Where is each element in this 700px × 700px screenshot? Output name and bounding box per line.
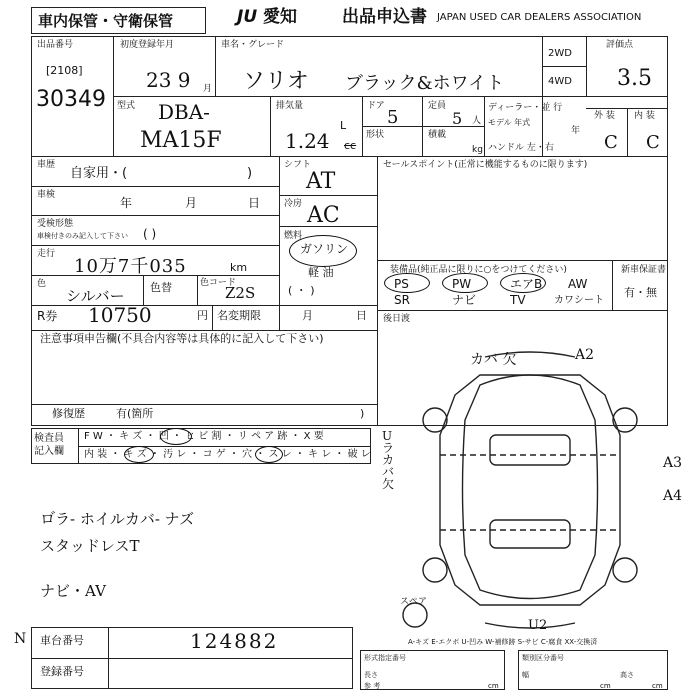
type-value-2: MA15F	[140, 128, 222, 153]
exterior-label: 外 装	[594, 111, 615, 121]
drive-4wd: 4WD	[548, 76, 572, 87]
month-unit: 月	[203, 84, 213, 94]
storage-tag: 車内保管・守衛保管	[38, 12, 174, 30]
divider	[113, 96, 668, 97]
repair-label: 修復歴	[52, 407, 85, 420]
damage-note-bottom: U2	[528, 618, 548, 633]
equipment-item: SR	[394, 293, 410, 307]
color-change-label: 色替	[150, 281, 172, 294]
color-label: 色	[37, 279, 47, 289]
chassis-value: 124882	[190, 629, 279, 653]
displacement-value: 1.24	[285, 129, 330, 153]
wheel-icon	[613, 408, 637, 432]
shift-label: シフト	[284, 160, 312, 170]
displacement-unit-l: L	[340, 119, 347, 132]
equipment-item: PS	[394, 277, 409, 291]
form-title: 出品申込書	[342, 7, 427, 27]
equipment-item: PW	[452, 277, 472, 291]
doors-label: ドア	[367, 101, 385, 111]
divider	[31, 186, 279, 187]
divider	[143, 275, 144, 305]
shape-label: 形状	[366, 130, 385, 140]
color-code-value: Z2S	[225, 284, 256, 302]
equipment-circle	[442, 273, 488, 293]
mark-circle	[160, 428, 192, 445]
divider	[362, 126, 484, 127]
car-diagram	[395, 345, 665, 635]
inspection-month: 月	[185, 196, 198, 210]
equipment-circle	[384, 273, 430, 293]
lot-label: 出品番号	[37, 40, 74, 50]
mileage-unit: km	[230, 261, 248, 274]
equipment-label: 装備品(純正品に限りに○をつけてください)	[390, 265, 567, 275]
damage-note-left: Uラ カバ 欠	[382, 429, 395, 491]
divider	[542, 66, 586, 67]
doors-value: 5	[387, 107, 399, 128]
car-roof-outline	[463, 375, 598, 599]
cm-unit: cm	[652, 682, 663, 690]
drive-2wd: 2WD	[548, 48, 572, 59]
capacity-value: 5	[452, 109, 463, 128]
rear-window	[490, 520, 570, 548]
damage-note-top-left: カバ 欠	[470, 352, 517, 368]
spare-label: スペア	[400, 597, 428, 607]
ju-logo: JU	[237, 7, 258, 27]
score-label: 評価点	[606, 40, 634, 50]
divider	[212, 305, 213, 330]
inspection-label: 車検	[37, 190, 56, 200]
load-label: 積載	[428, 130, 447, 140]
mileage-value: 10万7千035	[74, 256, 187, 277]
handle-label: ハンドル 左・右	[488, 143, 554, 153]
fuel-label: 燃料	[284, 231, 303, 241]
divider	[31, 330, 377, 331]
fuel-diesel: 軽 油	[308, 266, 334, 279]
damage-legend: A-キズ E-エクボ U-凹み W-補修跡 S-サビ C-腐食 XX-交換済	[408, 638, 598, 646]
divider	[31, 245, 279, 246]
storage-tag-box	[31, 7, 206, 34]
corner-mark: N	[14, 631, 27, 647]
name-change-day: 日	[356, 309, 367, 322]
handwritten-note-2: スタッドレスT	[40, 537, 140, 555]
divider	[31, 404, 377, 405]
association-name: JAPAN USED CAR DEALERS ASSOCIATION	[437, 12, 642, 23]
ac-value: AC	[307, 203, 340, 228]
fuel-paren: ( ・ )	[288, 284, 315, 297]
equipment-item: AW	[568, 277, 588, 291]
capacity-unit: 人	[472, 116, 482, 126]
fuel-gas: ガソリン	[300, 242, 349, 256]
windshield	[490, 435, 570, 465]
divider	[586, 108, 668, 109]
equipment-item: ナビ	[452, 293, 477, 307]
load-unit: kg	[472, 145, 483, 155]
inspection-year: 年	[120, 196, 133, 210]
model-label: 車名・グレード	[221, 40, 285, 50]
dealer-label: ディーラー・並 行	[488, 103, 563, 113]
ac-label: 冷房	[284, 199, 303, 209]
history-value: 自家用・(	[70, 166, 128, 181]
mark-circle	[255, 446, 283, 463]
model-name: ソリオ	[243, 69, 309, 94]
divider	[197, 275, 198, 305]
divider	[31, 215, 279, 216]
equipment-item: カワシート	[554, 295, 604, 306]
ref-label: 参 考	[364, 682, 381, 690]
equipment-grid	[380, 276, 610, 309]
model-year-label: モデル 年式	[488, 118, 531, 127]
length-label: 長さ	[364, 671, 378, 679]
exterior-grade: C	[604, 132, 618, 153]
recycle-paren: ( )	[143, 227, 157, 241]
displacement-unit-cc: cc	[344, 139, 357, 152]
first-reg-value: 23 9	[146, 68, 191, 92]
car-hood	[440, 375, 620, 605]
cm-unit: cm	[488, 682, 499, 690]
divider	[484, 96, 485, 156]
equipment-item: エアB	[510, 277, 543, 291]
name-change-label: 名変期限	[217, 309, 261, 322]
warranty-label: 新車保証書	[621, 265, 667, 275]
divider	[627, 108, 628, 156]
year-unit: 年	[571, 126, 581, 136]
recycle-sub: 車検付きのみ記入して下さい	[37, 232, 128, 240]
divider	[31, 658, 353, 659]
mileage-label: 走行	[37, 249, 56, 259]
r-ticket-unit: 円	[197, 309, 208, 322]
caution-label: 注意事項申告欄(不具合内容等は具体的に記入して下さい)	[40, 332, 324, 345]
shift-value: AT	[306, 169, 336, 194]
first-reg-label: 初度登録年月	[120, 40, 175, 50]
grade-name: ブラック&ホワイト	[345, 73, 505, 94]
lot-number: 30349	[36, 87, 106, 112]
damage-note-right-1: A3	[663, 455, 683, 471]
wheel-icon	[423, 558, 447, 582]
type-value-1: DBA-	[158, 100, 210, 124]
divider	[78, 446, 371, 447]
height-label: 高さ	[620, 671, 634, 679]
capacity-label: 定員	[428, 101, 447, 111]
repair-value: 有(箇所	[116, 407, 154, 420]
sales-points-label: セールスポイント(正常に機能するものに限ります)	[383, 160, 588, 170]
interior-label: 内 装	[634, 111, 655, 121]
width-label: 幅	[522, 671, 529, 679]
form-type-label-1: 形式指定番号	[364, 654, 406, 662]
divider	[377, 156, 378, 426]
recycle-label: 受検形態	[37, 219, 74, 229]
inspector-row-2: 内 装 ・ キ ズ ・ 汚 レ ・ コ ゲ ・ 穴 ・ ス レ ・ キ レ ・ 破 レ	[84, 449, 371, 460]
divider	[279, 156, 280, 330]
divider	[377, 310, 668, 311]
divider	[31, 156, 668, 157]
lot-sub: [2108]	[46, 64, 83, 77]
repair-close: )	[360, 407, 365, 420]
equipment-item: TV	[510, 293, 526, 307]
divider	[279, 195, 377, 196]
history-label: 車歴	[37, 160, 56, 170]
inspector-label: 検査員 記入欄	[34, 433, 64, 457]
type-label: 型式	[117, 101, 136, 111]
r-ticket-value: 10750	[88, 303, 152, 327]
equipment-circle	[500, 273, 546, 293]
color-value: シルバー	[66, 287, 125, 305]
divider	[215, 36, 216, 96]
later-docs-label: 後日渡	[383, 314, 411, 324]
fuel-gas-circle	[289, 235, 357, 267]
form-type-label-2: 類別区分番号	[522, 654, 564, 662]
inspector-row-1: F W ・ キ ズ ・ 凹 ・ ヒ ビ 割 ・ リ ペ ア 跡 ・ X 要	[84, 431, 324, 442]
name-change-month: 月	[302, 309, 313, 322]
damage-note-right-2: A4	[663, 488, 683, 504]
divider	[586, 36, 587, 96]
inspection-day: 日	[248, 196, 261, 210]
damage-note-top-right: A2	[575, 347, 595, 363]
color-code-label: 色コード	[200, 278, 237, 288]
interior-grade: C	[646, 132, 660, 153]
r-ticket-label: R券	[37, 309, 58, 323]
mark-circle	[124, 446, 154, 463]
handwritten-note-1: ロ゙ラ- ホイルカバ- ナズ	[40, 510, 195, 528]
wheel-icon	[613, 558, 637, 582]
handwritten-note-3: ナビ・AV	[40, 582, 106, 600]
wheel-icon	[423, 408, 447, 432]
brand-name: 愛知	[263, 7, 297, 27]
score-value: 3.5	[617, 66, 652, 91]
divider	[377, 260, 668, 261]
divider	[270, 96, 271, 156]
displacement-label: 排気量	[276, 101, 304, 111]
chassis-label: 車台番号	[40, 634, 84, 647]
warranty-value: 有・無	[624, 286, 657, 299]
cm-unit: cm	[600, 682, 611, 690]
history-close: )	[247, 166, 253, 181]
divider	[612, 260, 613, 310]
reg-label: 登録番号	[40, 665, 84, 678]
